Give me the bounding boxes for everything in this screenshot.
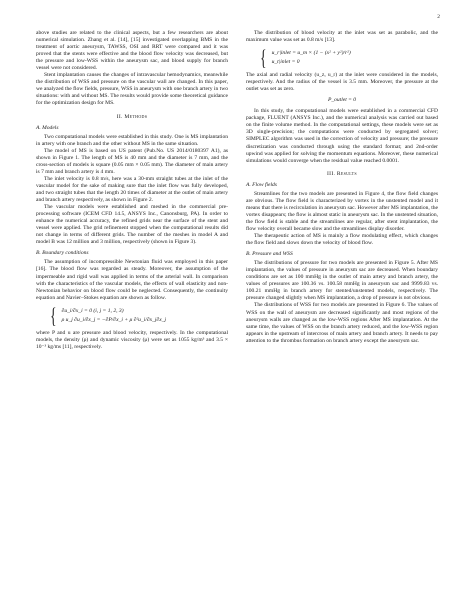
inlet-paragraph: The distribution of blood velocity at the inlet was set as parabolic, and the maximum value was set as 0.8 m/s [13]. — [246, 30, 438, 44]
subsection-heading-boundary: B. Boundary conditions — [36, 250, 89, 257]
outlet-pressure-equation: P_outlet = 0 — [327, 97, 357, 104]
equation-brace: { — [50, 302, 57, 328]
section-heading-results: III. Results — [327, 170, 357, 177]
subsection-heading-pressure-wss: B. Pressure and WSS — [246, 251, 293, 258]
intro-paragraph-2: Stent implantation causes the changes of intravascular hemodynamics, meanwhile the distribution of WSS and pressure on the vascular wall are changed. In this paper, we analyzed the flow fields, pressure, WSS in aneurysm with one branch artery in two situations: with and without MS. The results would provide some theoretical guidance for the optimization design for MS. — [36, 72, 228, 107]
models-paragraph-2: The model of MS is based on US patent (Pub.No. US 2014/0180397 A1), as shown in Figure 1. The length of MS is 40 mm and the diameter is 7 mm, and the cross-section of models is square (0.05 mm × 0.05 mm). The diameter of main artery is 7 mm and branch artery is 4 mm. — [36, 147, 228, 175]
axial-paragraph: The axial and radial velocity (u_z, u_r) at the inlet were considered in the models, respectively. And the radius of the vessel is 3.5 mm. Moreover, the pressure at the outlet was set as zero. — [246, 72, 438, 93]
subsection-heading-models: A. Models — [36, 124, 59, 131]
navier-stokes-equation — [48, 302, 228, 328]
models-paragraph-4: The vascular models were established and meshed in the commercial pre-processing software (ICEM CFD 14.5, ANSYS Inc., Canonsburg, PA). In order to enhance the numerical accuracy, the refined grids near the surface of the stent and vessel were applied. The grid refinement stopped when the computational results did not change in terms of different grids. The number of the meshes in model A and model B was 12 million and 3 million, respectively (shown in Figure 3). — [36, 204, 228, 246]
section-heading-methods: II. Methods — [116, 113, 148, 120]
pressure-paragraph-2: The distributions of WSS for two models are presented in Figure 6. The values of WSS on the wall of aneurysm are decreased significantly and most regions of the aneurysm walls are changed as the low-WSS regions After MS implantation. At the same time, the values of WSS on the branch artery reduced, and the low-WSS region appears in the upstream of intercross of main artery and branch artery. It needs to pay attention to the thrombus formation on branch artery except the aneurysm sac. — [246, 302, 438, 344]
pressure-paragraph-1: The distributions of pressure for two models are presented in Figure 5. After MS implantation, the values of pressure in aneurysm sac are decreased. When boundary conditions are set as 100 mmHg in the outlet of main artery and branch artery, the values of pressures are 100.36 vs. 100.58 mmHg in aneurysm sac and 9999.83 vs. 100.21 mmHg in branch artery for stented/unstented models, respectively. The pressure changed slightly when MS implantation, a drop of pressure is not obvious. — [246, 260, 438, 302]
continuity-equation-row: ∂u_i/∂x_i = 0 (i, j = 1, 2, 3) — [61, 307, 124, 314]
equation-brace: { — [260, 45, 267, 71]
solver-paragraph: In this study, the computational models were established in a commercial CFD package, FLUENT (ANSYS Inc.), and the numerical analysis was carried out based on the finite volume method. In the computational settings, these models were set as 3D single-precision; the computations were conducted by segregated solver; SIMPLEC algorithm was used in the correction of velocity and pressure; the pressure discretization was conducted through using the standard format; and 2nd-order upwind was applied for solving the momentum equations. Moreover, these numerical simulations would converge when the residual value reached 0.0001. — [246, 108, 438, 164]
subsection-heading-flow-fields: A. Flow fields — [246, 181, 277, 188]
models-paragraph-1: Two computational models were established in this study. One is MS implantation in artery with one branch and the other without MS in the same situation. — [36, 133, 228, 147]
flow-paragraph-2: The therapeutic action of MS is mainly a flow modulating effect, which changes the flow field and slows down the velocity of blood flow. — [246, 233, 438, 247]
intro-paragraph-1: above studies are related to the clinical aspects, but a few researchers are about numerical simulation. Zhang et al. [14], [15] investigated overlapping BMS in the treatment of aortic aneurysm, TAWSS, OSI and RRT were compared and it was proved that the stents were effective and the blood flow velocity was decreased, but the pressure and low-WSS within the aneurysm sac, and blood supply for branch vessel were not considered. — [36, 30, 228, 72]
inlet-velocity-equation — [258, 47, 438, 69]
equation-explanation-paragraph: where P and u are pressure and blood velocity, respectively. In the computational models, the density (ρ) and dynamic viscosity (μ) were set as 1055 kg/m³ and 3.5 × 10⁻³ kg/ms [11], respectively. — [36, 329, 228, 350]
tangential-velocity-row: u_t|inlet = 0 — [271, 59, 300, 66]
boundary-paragraph: The assumption of incompressible Newtonian fluid was employed in this paper [16]. The blood flow was regarded as steady. Moreover, the assumption of the impermeable and rigid wall was applied in terms of the arterial wall. In comparison with the characteristics of the vascular models, the effects of wall elasticity and non-Newtonian behavior on blood flow could be neglected. Consequently, the continuity equation and Navier–Stokes equation are shown as follow. — [36, 259, 228, 301]
page-number: 2 — [437, 14, 440, 20]
flow-paragraph-1: Streamlines for the two models are presented in Figure 4, the flow field changes are obvious. The flow field is characterized by vortex in the unstented model and it means that there is recirculation in aneurysm sac. However after MS implantation, the vortex disappears; the flow is almost static in aneurysm sac. In the unstented situation, the flow field is stable and the streamlines are regular, after stent implantation, the flow velocity overall became slow and the streamlines display disorder. — [246, 190, 438, 232]
radial-velocity-row: u_r|inlet = u_m × (1 − (x² + y²)/r²) — [271, 50, 351, 57]
left-column — [36, 30, 228, 351]
models-paragraph-3: The inlet velocity is 0.8 m/s, here was a 30-mm straight tubes at the inlet of the vascular model for the sake of making sure that the inlet flow was fully developed, and two straight tubes that the length 20 times of diameter at the outlet of main artery and branch artery respectively, as shown in Figure 2. — [36, 175, 228, 204]
momentum-equation-row: ρ u_j ∂u_i/∂x_j = −∂P/∂x_i + μ ∂²u_i/∂x_j∂x_j — [61, 316, 167, 323]
right-column — [246, 30, 438, 345]
